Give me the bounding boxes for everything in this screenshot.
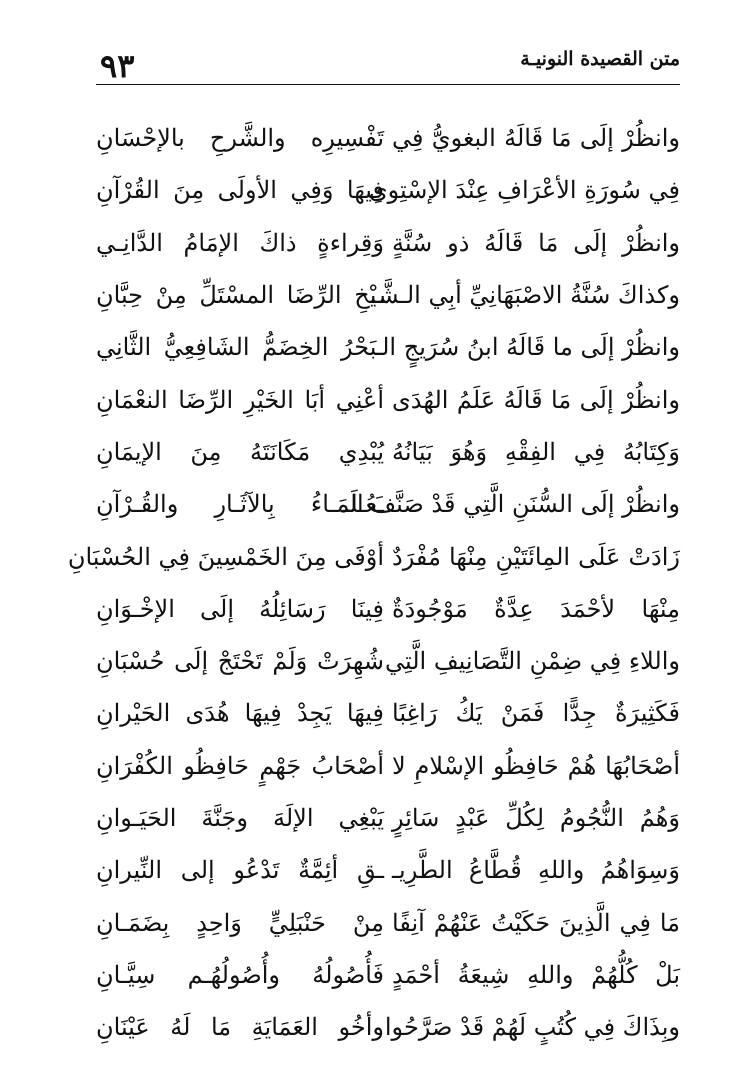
verse-second-hemistich: فِيهَا وَفِي الأولَى مِنَ القُرْآنِ xyxy=(96,176,384,205)
verse-first-hemistich: بَلْ كُلُّهُمْ واللهِ شِيعَةُ أحْمَدٍ xyxy=(392,960,680,989)
verse-second-hemistich: يَبْغِي الإلَهَ وجَنَّةَ الحَيَـوانِ xyxy=(96,804,384,832)
verse-first-hemistich: واللاءِ فِي ضِمْنِ التَّصَانِيفِ الَّتِي xyxy=(384,647,680,676)
verse-first-hemistich: فِي سُورَةِ الأعْرَافِ عِنْدَ الإسْتِوى xyxy=(368,176,680,205)
verse-second-hemistich: شُهِرَتْ وَلَمْ تَحْتَجْ إلَى حُسْبَانِ xyxy=(96,647,384,676)
verse-first-hemistich: وانظُرْ إلَى مَا قَالَهُ البغويُّ فِي xyxy=(392,124,680,153)
verse-second-hemistich: ـعُـلَمَـاءُ بِالآثَـارِ والقُـرْآنِ xyxy=(96,490,384,519)
page-header xyxy=(96,44,680,84)
verse-first-hemistich: مَا فِي الَّذِينَ حَكَيْتُ عَنْهُمْ آنِفًا xyxy=(392,908,680,937)
verse-first-hemistich: وَكِتَابُهُ فِي الفِقْهِ وَهُوَ بَيَانُهُ xyxy=(392,437,680,466)
header-divider xyxy=(96,84,680,85)
verse-line xyxy=(96,896,680,948)
verse-second-hemistich: أعْنِي أبَا الخَيْرِ الرِّضَا النعْمَانِ xyxy=(96,385,384,414)
verse-line xyxy=(96,635,680,687)
verse-second-hemistich: مِنْ حَنْبَلِيٍّ وَاحِدٍ بِضَمَـانِ xyxy=(96,908,384,937)
verse-first-hemistich: وانظُرْ إلَى ما قَالَهُ ابنُ سُرَيجٍ الـ xyxy=(375,333,680,362)
verse-line xyxy=(67,530,680,582)
verse-line xyxy=(96,583,680,635)
verse-first-hemistich: فَكَثِيرَةٌ جِدًّا فَمَنْ يَكُ رَاغِبًا xyxy=(392,699,680,728)
verse-second-hemistich: وَقِراءةٍ ذاكَ الإمَامُ الدَّانِـي xyxy=(96,228,384,257)
verse-first-hemistich: وَهُمُ النُّجُومُ لِكُلِّ عَبْدٍ سَائِرٍ xyxy=(392,804,680,832)
verse-line xyxy=(96,269,680,321)
verse-line xyxy=(96,1001,680,1053)
verse-first-hemistich: وكذاكَ سُنَّةُ الاصْبَهَانِيِّ أبِي الـشَّـ xyxy=(371,281,680,310)
verse-second-hemistich: ـبَحْرُ الخِضَمُّ الشَافِعِيُّ الثَّانِي xyxy=(96,333,384,362)
verse-line xyxy=(96,844,680,896)
verse-second-hemistich: وأخُو العَمَايَةِ مَا لَهُ عَيْنَانِ xyxy=(96,1013,384,1042)
verse-second-hemistich: أوْفَى مِنَ الخَمْسِينَ فِي الحُسْبَانِ xyxy=(67,542,384,571)
verse-line xyxy=(96,792,680,844)
verse-second-hemistich: فِينَا رَسَائِلُهُ إلَى الإخْـوَانِ xyxy=(96,594,384,623)
verse-line xyxy=(96,373,680,425)
verse-second-hemistich: يُبْدِي مَكَانَتَهُ مِنَ الإيمَانِ xyxy=(96,437,384,466)
verse-second-hemistich: تَفْسِيرِه والشَّرحِ بالإحْسَانِ xyxy=(96,124,384,153)
verse-first-hemistich: أصْحَابُهَا هُمْ حَافِظُو الإسْلامِ لا xyxy=(392,751,680,780)
verse-second-hemistich: ـيْخِ الرِّضَا المسْتَلِّ مِنْ حِبَّانِ xyxy=(96,281,384,310)
verse-second-hemistich: فِيهَا يَجِدْ فِيهَا هُدَى الحَيْرانِ xyxy=(96,699,384,728)
verse-first-hemistich: وبِذَاكَ فِي كُتُبٍ لَهُمْ قَدْ صَرَّحُوا xyxy=(384,1013,680,1042)
verse-line xyxy=(96,217,680,269)
verse-first-hemistich: وَسِوَاهُمُ واللهِ قُطَّاعُ الطَّرِيـ xyxy=(392,856,680,885)
verse-first-hemistich: مِنْهَا لأحْمَدَ عِدَّةٌ مَوْجُودَةٌ xyxy=(392,594,680,623)
verse-line xyxy=(96,164,680,216)
verse-second-hemistich: ـقِ أئِمَّةٌ تَدْعُو إلى النِّيرانِ xyxy=(96,856,384,885)
running-title: متن القصيدة النونيـة xyxy=(520,48,680,70)
verse-line xyxy=(96,321,680,373)
verse-line xyxy=(96,478,680,530)
verse-line xyxy=(96,112,680,164)
verse-line xyxy=(96,740,680,792)
verse-first-hemistich: وانظُرْ إلَى مَا قَالَهُ ذو سُنَّةٍ xyxy=(392,228,680,257)
poem-body xyxy=(67,112,680,1053)
verse-first-hemistich: وانظُرْ إلَى السُّنَنِ الَّتِي قَدْ صَنَّفَ الـ xyxy=(342,490,680,519)
verse-first-hemistich: وانظُرْ إلَى مَا قَالَهُ عَلَمُ الهُدَى xyxy=(392,385,680,414)
verse-first-hemistich: زَادَتْ عَلَى المِائَتَيْنِ مِنْهَا مُفْرَدٌ xyxy=(392,542,680,571)
verse-second-hemistich: فَأُصُولُهُ وأُصُولُهُـم سِيَّـانِ xyxy=(96,960,384,989)
verse-line xyxy=(96,949,680,1001)
verse-line xyxy=(96,687,680,739)
verse-second-hemistich: أصْحَابُ جَهْمٍ حَافِظُو الكُفْرَانِ xyxy=(96,751,384,780)
verse-line xyxy=(96,426,680,478)
page-number: ٩٣ xyxy=(100,47,135,85)
